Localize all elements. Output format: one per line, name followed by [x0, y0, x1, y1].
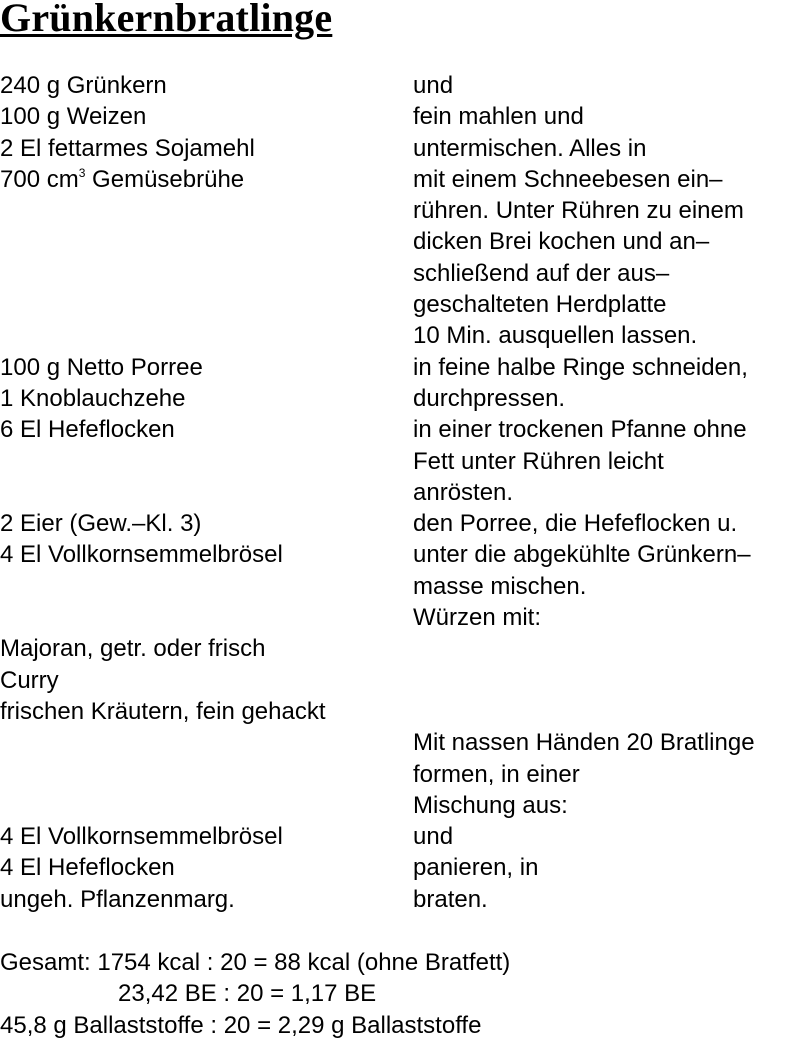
recipe-row [0, 665, 795, 696]
instruction: dicken Brei kochen und an– [413, 228, 710, 256]
instruction: mit einem Schneebesen ein– [413, 165, 723, 193]
instruction: fein mahlen und [413, 103, 584, 131]
recipe-row [0, 821, 795, 852]
ingredient: 4 El Hefeflocken [0, 854, 175, 882]
recipe-row [0, 70, 795, 101]
recipe-row [0, 414, 795, 445]
ingredient: 6 El Hefeflocken [0, 416, 175, 444]
recipe-row [0, 790, 795, 821]
ingredient: 4 El Vollkornsemmelbrösel [0, 541, 283, 569]
recipe-row [0, 727, 795, 758]
instruction: geschalteten Herdplatte [413, 291, 667, 319]
ingredient [0, 164, 244, 195]
instruction: Würzen mit: [413, 604, 542, 632]
ingredient: ungeh. Pflanzenmarg. [0, 885, 235, 913]
instruction: anrösten. [413, 478, 514, 506]
instruction: untermischen. Alles in [413, 134, 647, 162]
recipe-row [0, 508, 795, 539]
summary-be: 23,42 BE : 20 = 1,17 BE [118, 980, 377, 1008]
recipe-row [0, 352, 795, 383]
ingredient: 240 g Grünkern [0, 72, 167, 99]
nutrition-summary [0, 947, 510, 1041]
ingredient-name: Gemüsebrühe [85, 165, 245, 193]
ingredient: 4 El Vollkornsemmelbrösel [0, 823, 283, 851]
recipe-row [0, 133, 795, 164]
summary-fiber: 45,8 g Ballaststoffe : 20 = 2,29 g Ballaststoffe [0, 1011, 482, 1039]
summary-kcal: Gesamt: 1754 kcal : 20 = 88 kcal (ohne Bratfett) [0, 949, 511, 976]
instruction: und [413, 823, 454, 851]
ingredient: 1 Knoblauchzehe [0, 384, 186, 412]
recipe-row [0, 226, 795, 257]
recipe-row [0, 195, 795, 226]
ingredient: Curry [0, 666, 59, 694]
recipe-row [0, 696, 795, 727]
recipe-row [0, 852, 795, 883]
recipe-row [0, 289, 795, 320]
instruction: 10 Min. ausquellen lassen. [413, 322, 698, 350]
recipe-body [0, 70, 795, 915]
superscript: 3 [78, 165, 86, 180]
ingredient: 100 g Netto Porree [0, 353, 203, 381]
recipe-row [0, 383, 795, 414]
instruction: Mit nassen Händen 20 Bratlinge [413, 729, 755, 757]
instruction: in feine halbe Ringe schneiden, [413, 353, 748, 381]
instruction: rühren. Unter Rühren zu einem [413, 197, 744, 225]
instruction: formen, in einer [413, 760, 580, 788]
recipe-row [0, 101, 795, 132]
ingredient-amount: 700 cm [0, 165, 79, 193]
ingredient: 2 El fettarmes Sojamehl [0, 134, 255, 162]
recipe-row [0, 258, 795, 289]
instruction: Fett unter Rühren leicht [413, 447, 664, 475]
ingredient: Majoran, getr. oder frisch [0, 635, 266, 663]
recipe-title: Grünkernbratlinge [0, 0, 333, 40]
ingredient: 100 g Weizen [0, 103, 147, 131]
ingredient: 2 Eier (Gew.–Kl. 3) [0, 510, 202, 538]
instruction: panieren, in [413, 854, 539, 882]
recipe-row [0, 477, 795, 508]
recipe-row [0, 759, 795, 790]
recipe-row [0, 320, 795, 351]
recipe-row [0, 571, 795, 602]
instruction: in einer trockenen Pfanne ohne [413, 416, 747, 444]
ingredient: frischen Kräutern, fein gehackt [0, 697, 326, 725]
instruction: den Porree, die Hefeflocken u. [413, 510, 738, 538]
recipe-row [0, 633, 795, 664]
instruction: schließend auf der aus– [413, 259, 670, 287]
instruction: braten. [413, 885, 488, 913]
instruction: unter die abgekühlte Grünkern– [413, 541, 751, 569]
recipe-row [0, 602, 795, 633]
recipe-row [0, 884, 795, 915]
recipe-row [0, 164, 795, 195]
instruction: Mischung aus: [413, 791, 568, 819]
recipe-row [0, 446, 795, 477]
instruction: durchpressen. [413, 384, 566, 412]
recipe-row [0, 539, 795, 570]
instruction: masse mischen. [413, 572, 587, 600]
instruction: und [413, 72, 454, 99]
